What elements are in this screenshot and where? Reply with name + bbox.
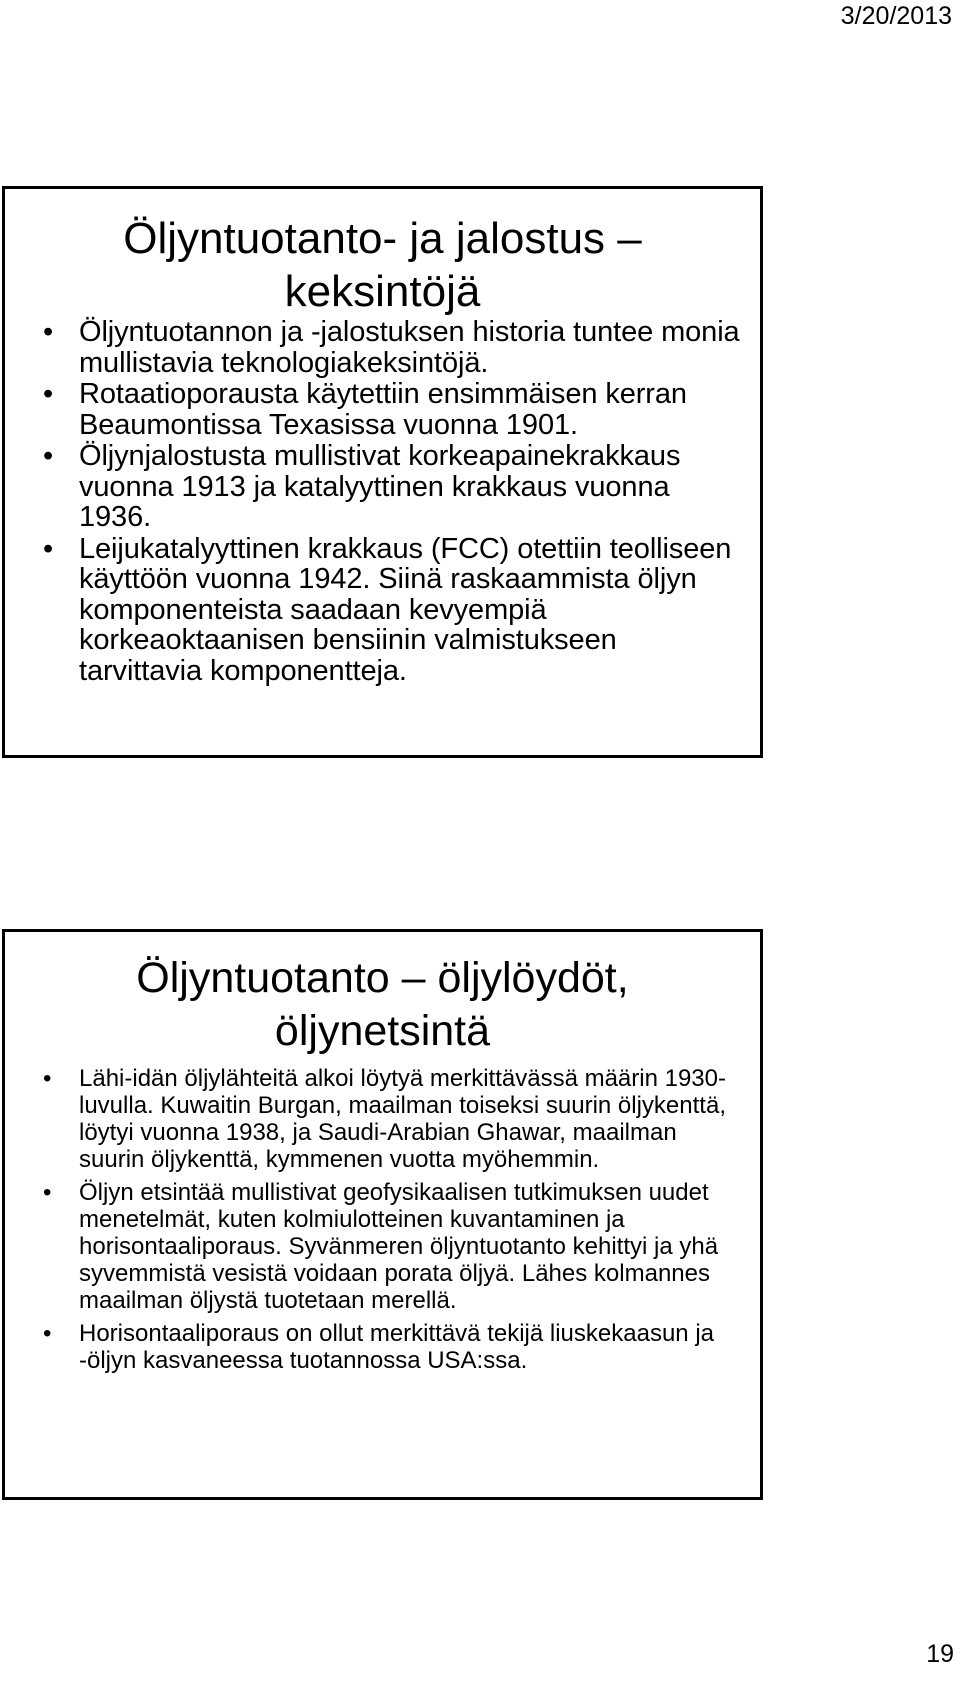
bullet-item: • Horisontaaliporaus on ollut merkittävä tekijä liuskekaasun ja -öljyn kasvaneessa tuotannossa USA:ssa.	[43, 1320, 748, 1374]
bullet-item: • Leijukatalyyttinen krakkaus (FCC) otettiin teolliseen käyttöön vuonna 1942. Siinä raskaammista öljyn komponenteista saadaan kevyempiä korkeaoktaanisen bensiinin valmistukseen tarvittavia komponentteja.	[43, 534, 743, 687]
print-date: 3/20/2013	[840, 2, 952, 30]
bullet-list	[43, 317, 743, 687]
bullet-item: • Lähi-idän öljylähteitä alkoi löytyä merkittävässä määrin 1930-luvulla. Kuwaitin Burgan, maailman toiseksi suurin öljykenttä, löytyi vuonna 1938, ja Saudi-Arabian Ghawar, maailman suurin öljykenttä, kymmenen vuotta myöhemmin.	[43, 1065, 748, 1173]
slide-2	[2, 929, 763, 1500]
bullet-list	[43, 1065, 748, 1380]
slide-1	[2, 186, 763, 758]
slide-title: Öljyntuotanto – öljylöydöt, öljynetsintä	[136, 954, 629, 1055]
slide-title: Öljyntuotanto- ja jalostus – keksintöjä	[123, 214, 642, 316]
page-number: 19	[926, 1640, 954, 1668]
bullet-item: • Öljyn etsintää mullistivat geofysikaalisen tutkimuksen uudet menetelmät, kuten kolmiulotteinen kuvantaminen ja horisontaaliporaus. Syvänmeren öljyntuotanto kehittyi ja yhä syvemmistä vesistä voidaan porata öljyä. Lähes kolmannes maailman öljystä tuotetaan merellä.	[43, 1179, 748, 1314]
bullet-item: • Öljyntuotannon ja -jalostuksen historia tuntee monia mullistavia teknologiakeksintöjä.	[43, 317, 743, 378]
bullet-item: • Rotaatioporausta käytettiin ensimmäisen kerran Beaumontissa Texasissa vuonna 1901.	[43, 379, 743, 440]
bullet-item: • Öljynjalostusta mullistivat korkeapainekrakkaus vuonna 1913 ja katalyyttinen krakkaus vuonna 1936.	[43, 441, 743, 533]
